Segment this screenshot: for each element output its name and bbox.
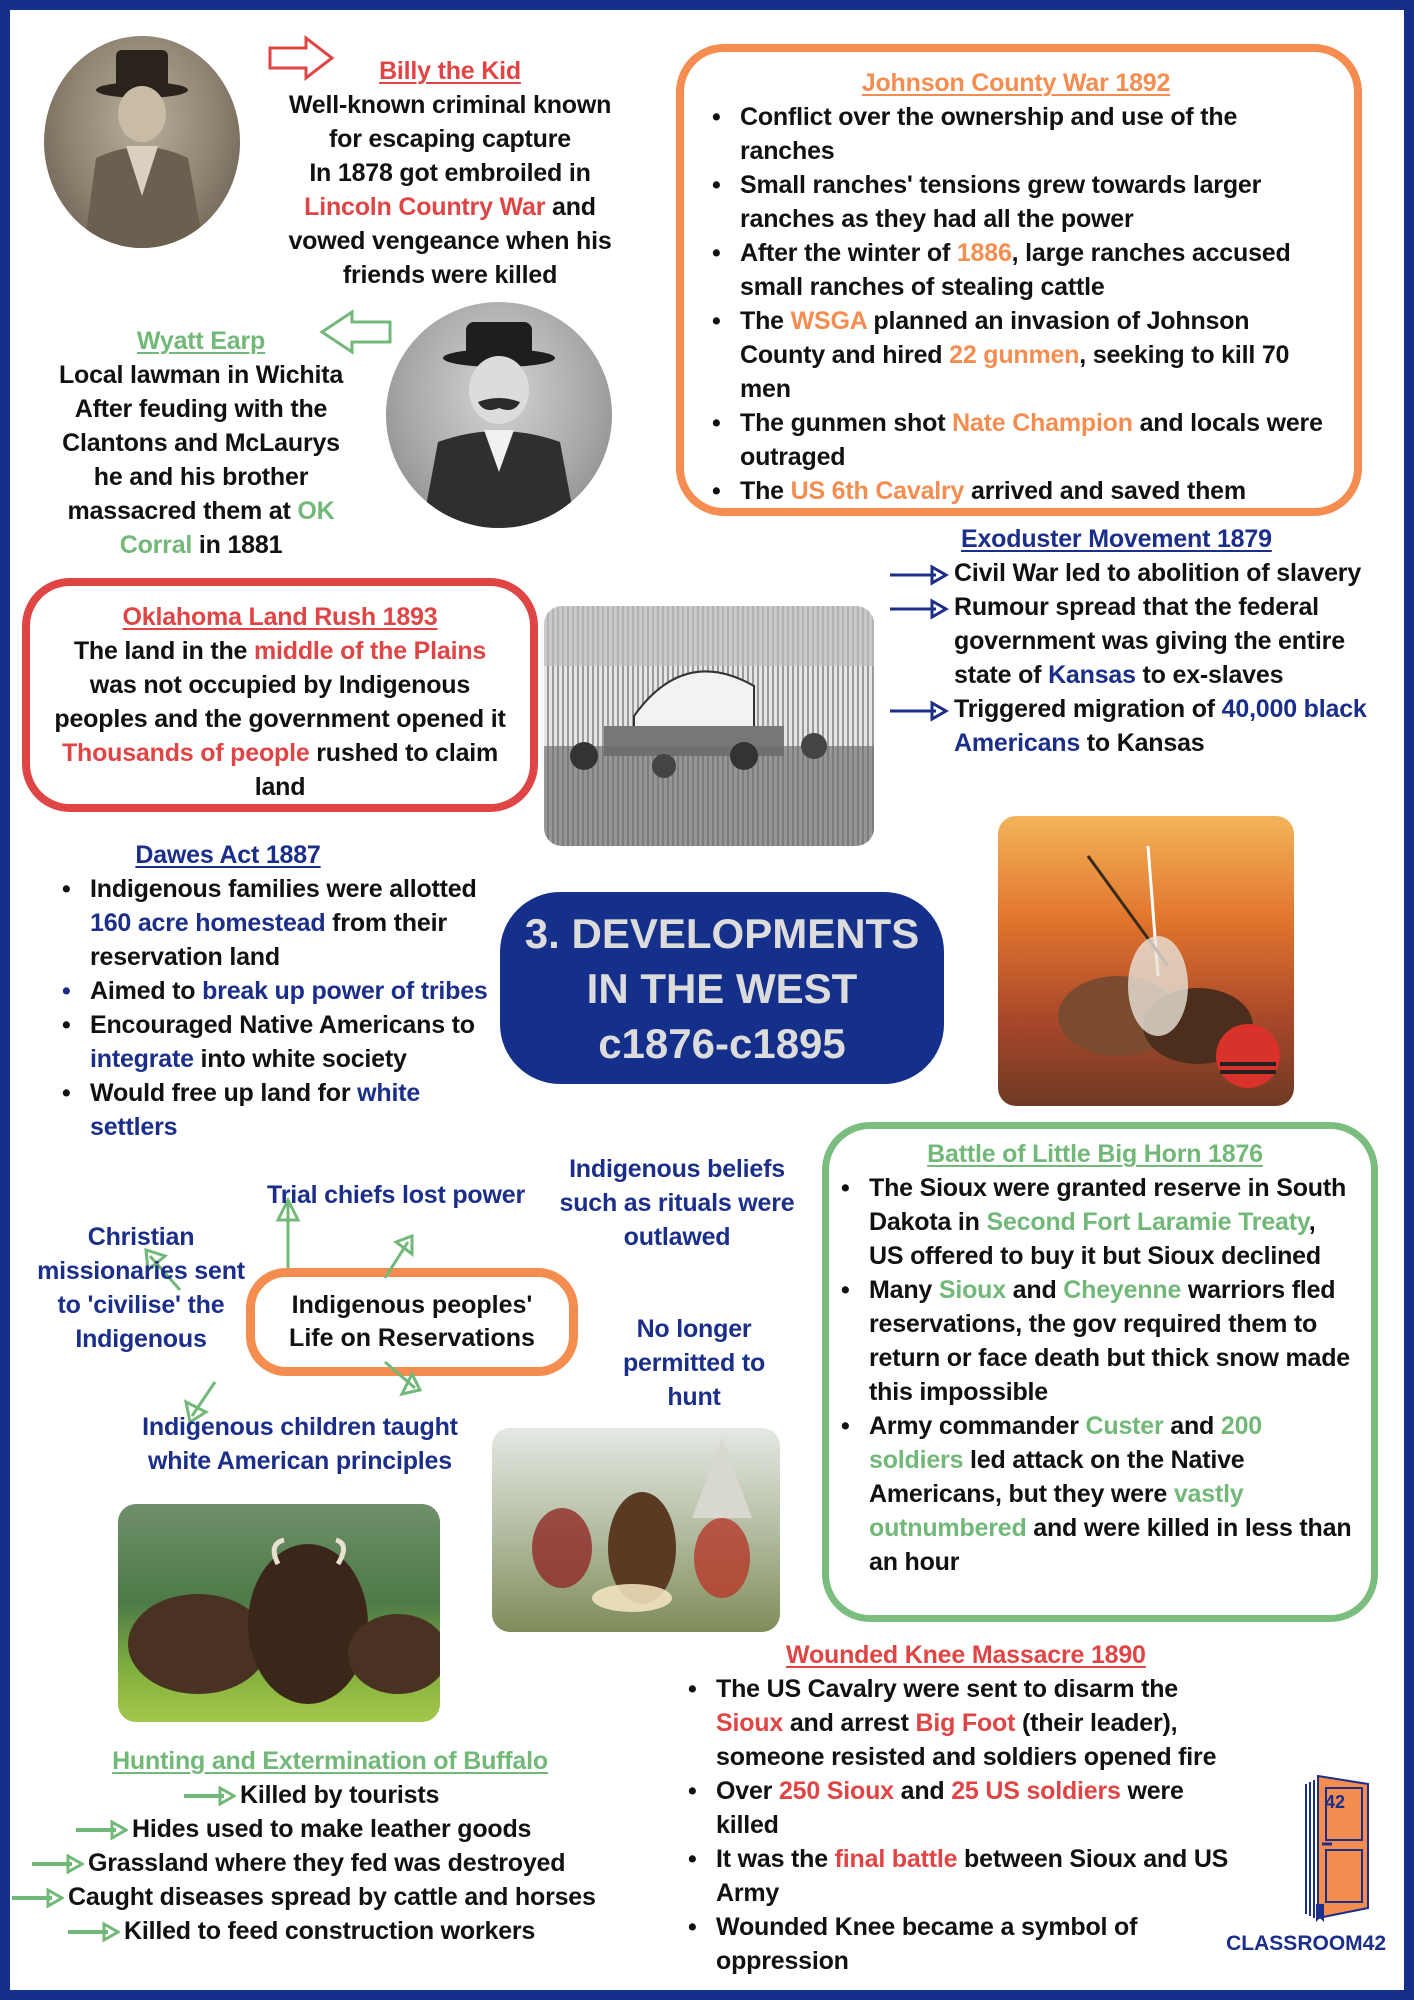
- door-number: 42: [1324, 1792, 1346, 1812]
- billy-the-kid-section: [250, 54, 650, 292]
- ritual-dance-icon: [492, 1428, 780, 1632]
- highlight: Second Fort Laramie Treaty: [986, 1208, 1309, 1236]
- list-item: [708, 100, 1324, 168]
- highlight: final battle: [834, 1845, 958, 1873]
- center-line: Indigenous peoples': [291, 1291, 533, 1319]
- list-item: [708, 168, 1324, 236]
- text: Rumour spread that the federal government was giving the entire state of: [954, 593, 1345, 689]
- highlight: Sioux: [938, 1276, 1006, 1304]
- highlight: 200 soldiers: [869, 1412, 1262, 1474]
- list-item: [684, 1672, 1244, 1774]
- oklahoma-line: peoples and the government opened it: [54, 705, 506, 733]
- billy-heading: Billy the Kid: [379, 57, 521, 85]
- bighorn-heading: Battle of Little Big Horn 1876: [927, 1140, 1263, 1168]
- wyatt-line: [36, 528, 366, 562]
- highlight: 40,000 black Americans: [954, 695, 1367, 757]
- highlight: Thousands of people: [61, 739, 310, 767]
- oklahoma-line: [36, 634, 524, 668]
- text: warriors fled reservations, the gov required them to return or face death but thick snow made this impossible: [869, 1276, 1350, 1406]
- text: After the winter of: [740, 239, 957, 267]
- text: The land in the: [73, 637, 254, 665]
- poster: [10, 10, 1404, 1990]
- list-item: [684, 1842, 1264, 1910]
- list-item: [837, 1171, 1353, 1273]
- little-big-horn-painting: [998, 816, 1294, 1106]
- text: Would free up land for: [90, 1079, 358, 1107]
- dawes-list: [58, 872, 498, 1144]
- dawes-act-section: [58, 838, 498, 1144]
- dawes-heading: Dawes Act 1887: [135, 841, 321, 869]
- text: The: [740, 477, 791, 505]
- text: planned an invasion of Johnson County and hired: [740, 307, 1250, 369]
- text: Killed by tourists: [240, 1781, 440, 1809]
- node-chiefs: Trial chiefs lost power: [267, 1181, 525, 1209]
- billy-line: vowed vengeance when his: [288, 227, 612, 255]
- list-item: [58, 872, 498, 974]
- arrow-list-item: [74, 1812, 650, 1846]
- text: were killed: [716, 1777, 1184, 1839]
- text: Over: [716, 1777, 779, 1805]
- list-item: [708, 236, 1324, 304]
- text: Conflict over the ownership and use of the ranches: [740, 103, 1238, 165]
- billy-line: friends were killed: [342, 261, 558, 289]
- text: and: [893, 1777, 952, 1805]
- text: Army commander: [869, 1412, 1086, 1440]
- arrow-list-item: [888, 692, 1398, 760]
- green-arrow-icon: [182, 1786, 236, 1806]
- exoduster-heading: Exoduster Movement 1879: [961, 525, 1272, 553]
- text: and arrest: [783, 1709, 916, 1737]
- text: Killed to feed construction workers: [124, 1917, 536, 1945]
- billy-line: for escaping capture: [329, 125, 571, 153]
- oklahoma-line: was not occupied by Indigenous: [89, 671, 471, 699]
- oklahoma-heading: Oklahoma Land Rush 1893: [122, 603, 438, 631]
- covered-wagon-icon: [544, 606, 874, 846]
- buffalo-heading: Hunting and Extermination of Buffalo: [112, 1747, 548, 1775]
- bighorn-list: [837, 1171, 1353, 1579]
- text: Small ranches' tensions grew towards larger ranches as they had all the power: [740, 171, 1262, 233]
- text: rushed to claim: [309, 739, 499, 767]
- node-missionaries: Christian missionaries sent to 'civilise' the Indigenous: [37, 1223, 245, 1353]
- wyatt-line: he and his brother: [93, 463, 309, 491]
- arrow-list-item: [182, 1778, 650, 1812]
- text: (their leader), someone resisted and soldiers opened fire: [716, 1709, 1217, 1771]
- arrow-list-item: [30, 1846, 650, 1880]
- wyatt-line: [36, 494, 366, 528]
- list-item: [58, 1076, 498, 1144]
- list-item: [708, 304, 1324, 406]
- arrow-list-item: [10, 1880, 650, 1914]
- brand-name: CLASSROOM42: [1226, 1932, 1386, 1955]
- highlight: Cheyenne: [1063, 1276, 1182, 1304]
- billy-line: [250, 190, 650, 224]
- wounded-knee-heading: Wounded Knee Massacre 1890: [786, 1641, 1146, 1669]
- text: and were killed in less than an hour: [869, 1514, 1352, 1576]
- node-children: Indigenous children taught white American principles: [142, 1413, 458, 1475]
- center-line: Life on Reservations: [289, 1324, 535, 1352]
- johnson-county-war-box: [676, 44, 1362, 516]
- johnson-list: [708, 100, 1324, 508]
- classroom42-logo: [1192, 1772, 1392, 1972]
- text: Hides used to make leather goods: [132, 1815, 532, 1843]
- text: in 1881: [192, 531, 283, 559]
- buffalo-herd-icon: [118, 1504, 440, 1722]
- johnson-heading: Johnson County War 1892: [861, 69, 1171, 97]
- text: Triggered migration of: [954, 695, 1222, 723]
- title-line: 3. DEVELOPMENTS: [524, 909, 920, 957]
- green-arrow-icon: [74, 1820, 128, 1840]
- ritual-dance-painting: [492, 1428, 780, 1632]
- billy-the-kid-photo: [44, 36, 240, 248]
- wyatt-heading: Wyatt Earp: [136, 327, 266, 355]
- highlight: white settlers: [90, 1079, 421, 1141]
- text: and: [545, 193, 596, 221]
- billy-line: In 1878 got embroiled in: [309, 159, 591, 187]
- oklahoma-line: [36, 736, 524, 770]
- highlight: Big Foot: [915, 1709, 1016, 1737]
- text: arrived and saved them: [964, 477, 1246, 505]
- list-item: [684, 1774, 1224, 1842]
- list-item: [708, 474, 1324, 508]
- title-line: c1876-c1895: [598, 1019, 846, 1067]
- wyatt-line: Local lawman in Wichita: [58, 361, 344, 389]
- list-item: [684, 1910, 1164, 1978]
- buffalo-photo: [118, 1504, 440, 1722]
- text: Wounded Knee became a symbol of oppression: [716, 1913, 1138, 1975]
- text: Civil War led to abolition of slavery: [954, 559, 1362, 587]
- green-arrow-left-icon: [316, 306, 394, 358]
- poster-title: [500, 892, 944, 1084]
- text: massacred them at: [67, 497, 298, 525]
- text: It was the: [716, 1845, 835, 1873]
- lawman-portrait-icon: [386, 302, 612, 528]
- arrow-list-item: [888, 590, 1398, 692]
- text: Encouraged Native Americans to: [90, 1011, 475, 1039]
- text: to Kansas: [1080, 729, 1205, 757]
- text: The: [740, 307, 791, 335]
- text: , large ranches accused small ranches of stealing cattle: [740, 239, 1291, 301]
- text: The Sioux were granted reserve in South Dakota in: [869, 1174, 1347, 1236]
- highlight: vastly outnumbered: [869, 1480, 1244, 1542]
- highlight: Nate Champion: [952, 409, 1133, 437]
- highlight: Lincoln Country War: [304, 193, 546, 221]
- list-item: [837, 1273, 1353, 1409]
- green-arrow-icon: [30, 1854, 84, 1874]
- wyatt-earp-photo: [386, 302, 612, 528]
- text: Indigenous families were allotted: [90, 875, 477, 903]
- highlight: middle of the Plains: [253, 637, 487, 665]
- node-hunt: No longer permitted to hunt: [622, 1315, 766, 1411]
- highlight: 160 acre homestead: [90, 909, 326, 937]
- text: Aimed to: [90, 977, 203, 1005]
- text: Grassland where they fed was destroyed: [88, 1849, 566, 1877]
- billy-line: Well-known criminal known: [288, 91, 612, 119]
- text: The US Cavalry were sent to disarm the: [716, 1675, 1179, 1703]
- text: led attack on the Native Americans, but they were: [869, 1446, 1245, 1508]
- text: Caught diseases spread by cattle and horses: [68, 1883, 596, 1911]
- text: and: [1163, 1412, 1221, 1440]
- buffalo-section: [10, 1744, 650, 1948]
- wyatt-line: After feuding with the: [74, 395, 328, 423]
- highlight: 22 gunmen: [949, 341, 1080, 369]
- list-item: [708, 406, 1324, 474]
- highlight: integrate: [90, 1045, 194, 1073]
- list-item: [58, 1008, 498, 1076]
- text: , seeking to kill 70 men: [740, 341, 1290, 403]
- exoduster-section: [888, 522, 1398, 760]
- text: from their reservation land: [90, 909, 447, 971]
- text: , US offered to buy it but Sioux declined: [869, 1208, 1321, 1270]
- blue-arrow-icon: [888, 598, 950, 620]
- highlight: Custer: [1085, 1412, 1164, 1440]
- text: into white society: [193, 1045, 407, 1073]
- highlight: Corral: [119, 531, 193, 559]
- highlight: Kansas: [1048, 661, 1136, 689]
- text: between Sioux and US Army: [716, 1845, 1229, 1907]
- highlight: 250 Sioux: [778, 1777, 894, 1805]
- oklahoma-land-rush-box: [22, 578, 538, 812]
- text: Many: [869, 1276, 939, 1304]
- text: and: [1005, 1276, 1064, 1304]
- highlight: 1886: [956, 239, 1012, 267]
- wyatt-line: Clantons and McLaurys: [62, 429, 340, 457]
- arrow-list-item: [66, 1914, 650, 1948]
- title-line: IN THE WEST: [586, 964, 858, 1012]
- battle-scene-icon: [998, 816, 1294, 1106]
- text: The gunmen shot: [740, 409, 953, 437]
- green-arrow-icon: [66, 1922, 120, 1942]
- highlight: Sioux: [716, 1709, 784, 1737]
- blue-arrow-icon: [888, 564, 950, 586]
- cowboy-portrait-icon: [44, 36, 240, 248]
- highlight: WSGA: [790, 307, 867, 335]
- exodusters-engraving-image: [544, 606, 874, 846]
- text: and locals were outraged: [740, 409, 1323, 471]
- node-beliefs: Indigenous beliefs such as rituals were outlawed: [559, 1155, 795, 1251]
- text: to ex-slaves: [1135, 661, 1284, 689]
- highlight: OK: [297, 497, 335, 525]
- green-arrow-icon: [10, 1888, 64, 1908]
- little-big-horn-box: [822, 1122, 1378, 1622]
- list-item: [58, 974, 498, 1008]
- wyatt-earp-section: [36, 324, 366, 562]
- oklahoma-line: land: [254, 773, 306, 801]
- blue-arrow-icon: [888, 700, 950, 722]
- highlight: 25 US soldiers: [951, 1777, 1121, 1805]
- arrow-list-item: [888, 556, 1398, 590]
- highlight: break up power of tribes: [202, 977, 488, 1005]
- list-item: [837, 1409, 1353, 1579]
- highlight: US 6th Cavalry: [790, 477, 965, 505]
